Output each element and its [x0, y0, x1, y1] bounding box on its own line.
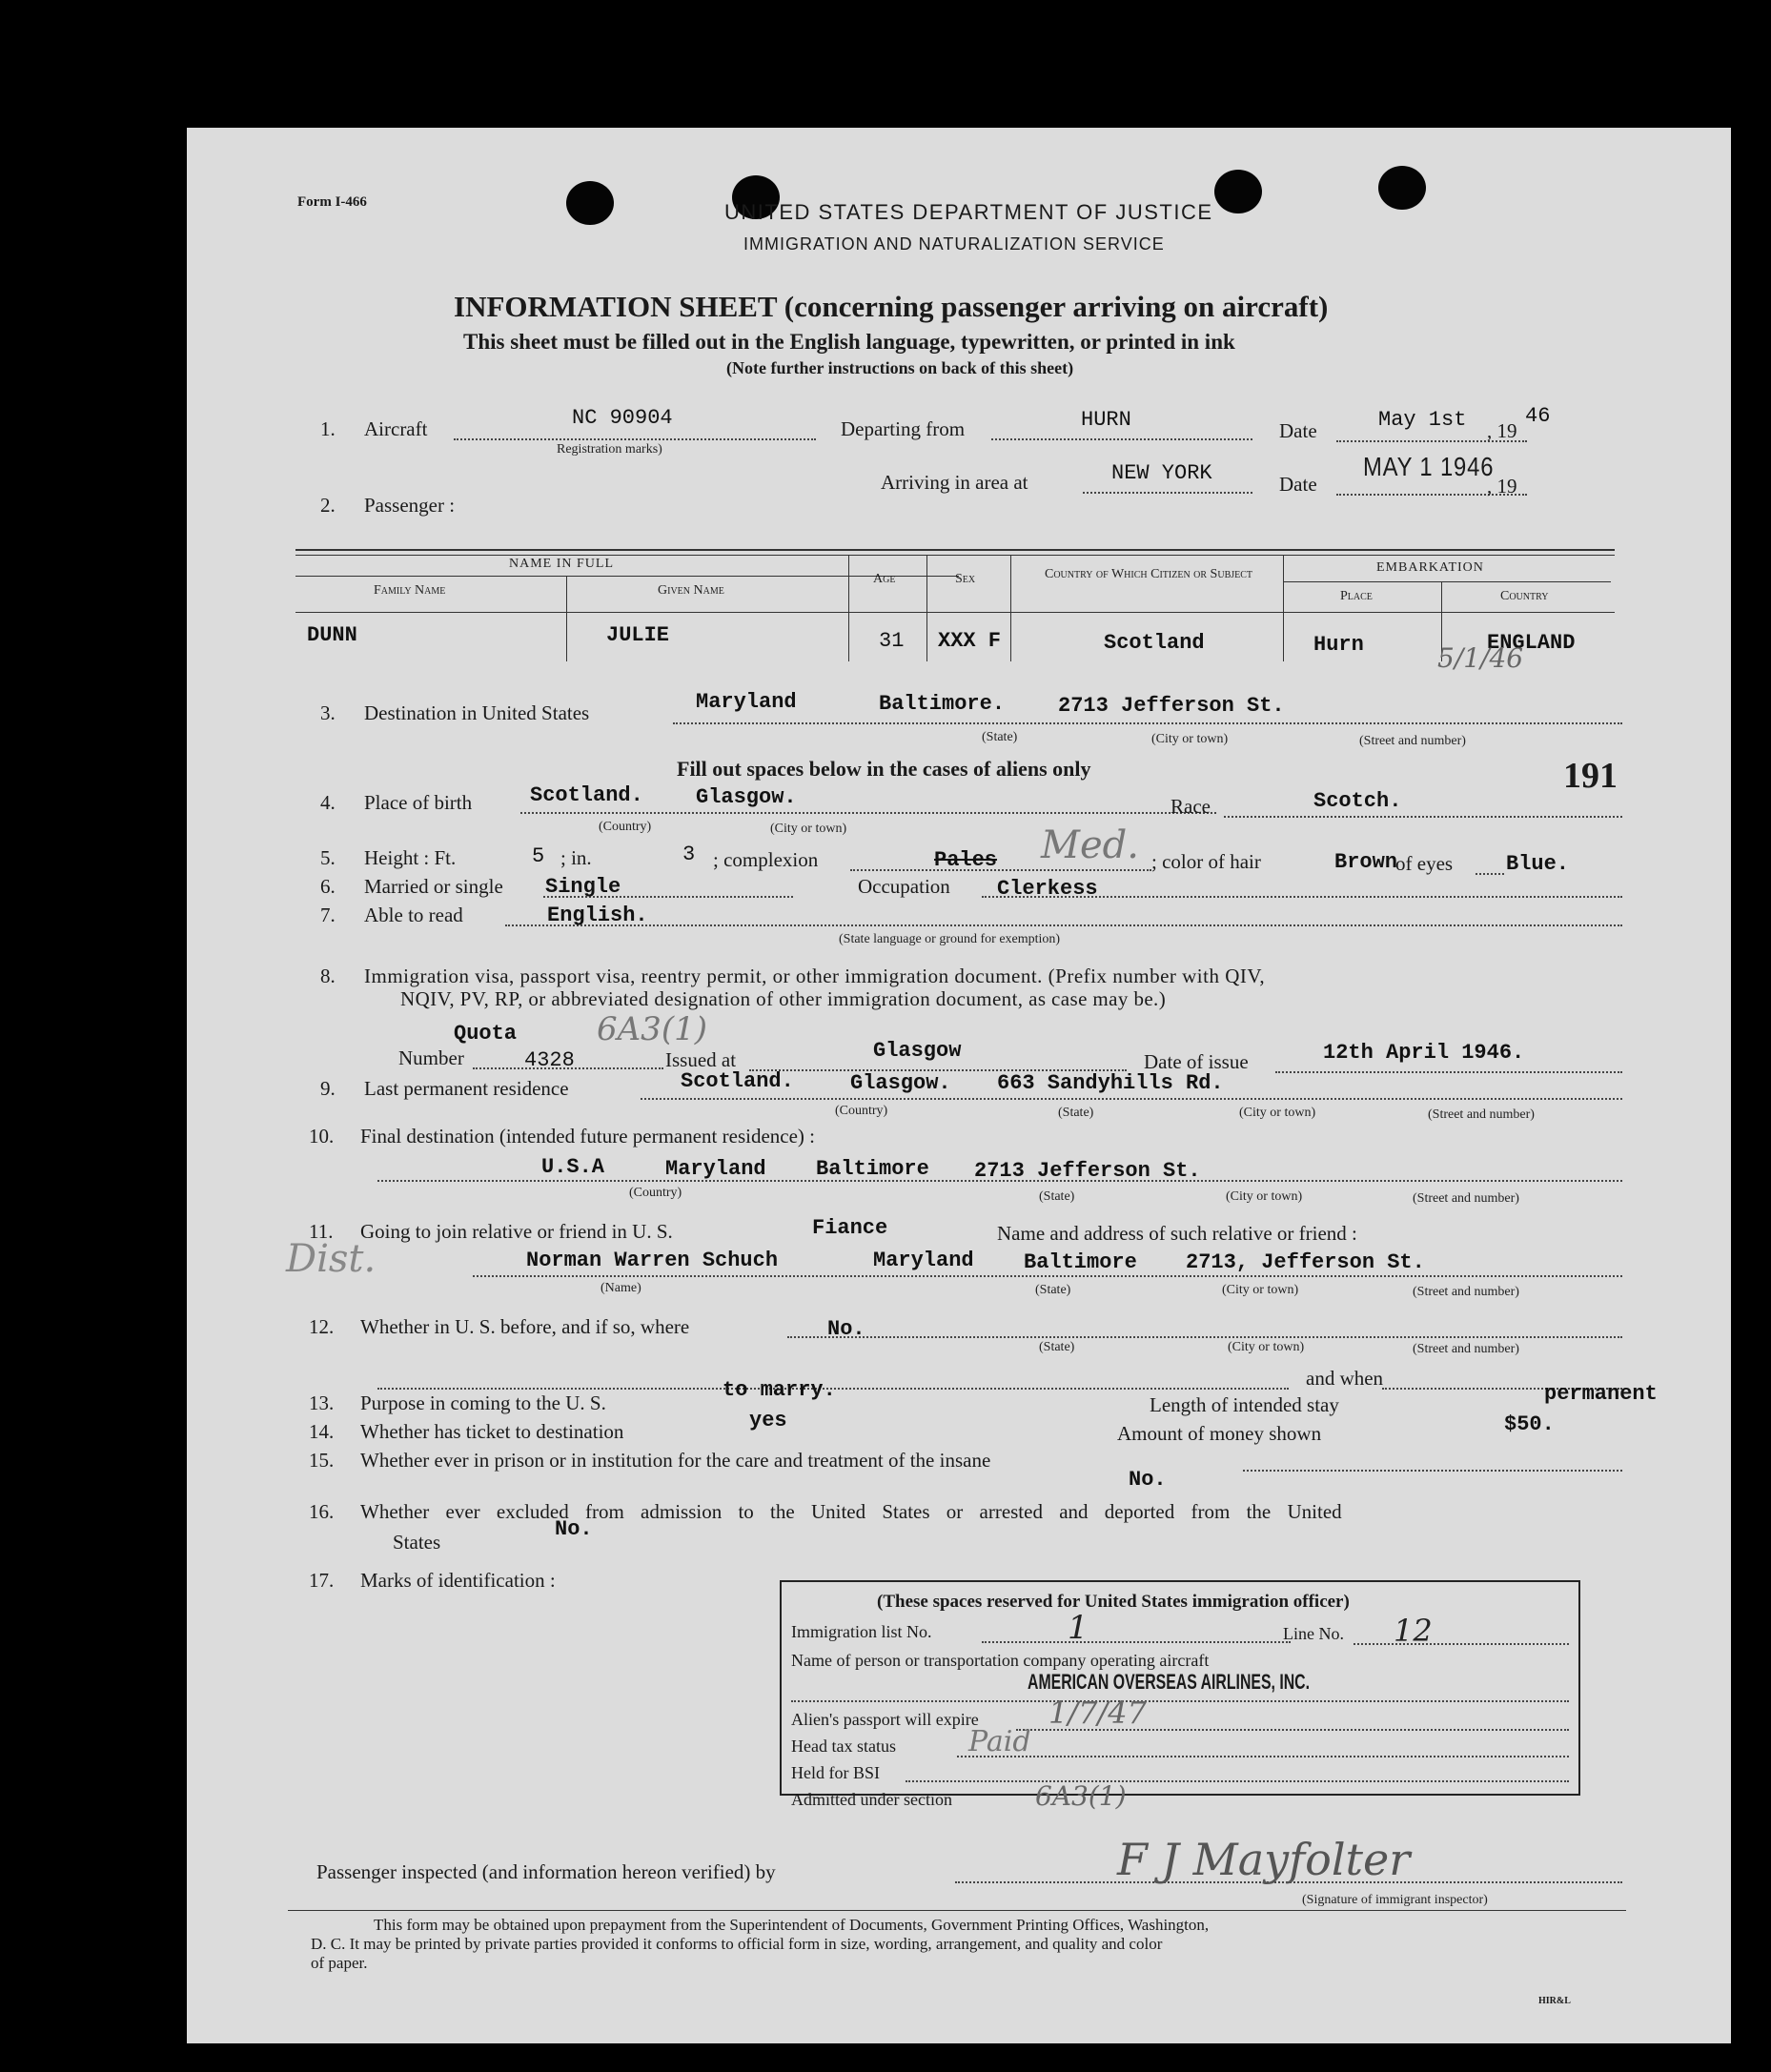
- embarkation-header: EMBARKATION: [1376, 560, 1484, 575]
- birth-city: Glasgow.: [696, 785, 797, 809]
- service-heading: IMMIGRATION AND NATURALIZATION SERVICE: [743, 234, 1165, 254]
- item-number: 9.: [320, 1077, 336, 1100]
- destination-street: 2713 Jefferson St.: [1058, 694, 1285, 718]
- table-rule: [295, 612, 1615, 613]
- age-value: 31: [879, 629, 905, 653]
- table-rule: [926, 555, 927, 661]
- signature-caption: (Signature of immigrant inspector): [1302, 1893, 1488, 1907]
- state-caption: (State): [1035, 1283, 1071, 1297]
- fill-line: [906, 1780, 1569, 1782]
- fill-line: [791, 1700, 1569, 1702]
- hair-label: ; color of hair: [1151, 850, 1261, 873]
- money-value: $50.: [1504, 1412, 1555, 1436]
- arrival-date-stamp: MAY 1 1946: [1363, 452, 1495, 481]
- item-number: 6.: [320, 875, 336, 898]
- embark-date-note: 5/1/46: [1437, 642, 1524, 674]
- country-caption: (Country): [629, 1186, 682, 1200]
- stamp-number: 191: [1563, 756, 1618, 796]
- fill-line: [1275, 1071, 1622, 1073]
- item-number: 13.: [309, 1391, 335, 1414]
- footer-line-2: D. C. It may be printed by private parties provided it conforms to official form in size, wording, arrangement, and quality and color: [311, 1935, 1163, 1953]
- fill-line: [991, 438, 1252, 440]
- head-tax-label: Head tax status: [791, 1737, 896, 1756]
- item-number: 10.: [309, 1125, 335, 1148]
- eyes-label: of eyes: [1395, 852, 1454, 875]
- stay-label: Length of intended stay: [1150, 1393, 1339, 1416]
- printer-mark: HIR&L: [1538, 1996, 1571, 2006]
- fill-line: [1224, 816, 1622, 818]
- street-caption: (Street and number): [1413, 1285, 1519, 1299]
- money-label: Amount of money shown: [1117, 1422, 1322, 1445]
- item-number: 5.: [320, 846, 336, 869]
- country-caption: (Country): [599, 820, 652, 834]
- list-label: Immigration list No.: [791, 1622, 932, 1641]
- complexion-handwritten: Med.: [1041, 823, 1139, 867]
- excluded-value: No.: [555, 1517, 593, 1541]
- table-rule: [848, 555, 849, 661]
- name-address-label: Name and address of such relative or friend :: [997, 1222, 1357, 1245]
- form-sheet: [187, 128, 1731, 2043]
- inspector-signature: F J Mayfolter: [1117, 1834, 1411, 1885]
- destination-label: Destination in United States: [364, 701, 590, 724]
- fill-line: [957, 1756, 1569, 1757]
- visa-number: 4328: [524, 1048, 575, 1072]
- relative-street: 2713, Jefferson St.: [1186, 1250, 1425, 1274]
- punch-hole: [566, 181, 614, 225]
- marks-label: Marks of identification :: [360, 1569, 556, 1592]
- fill-line: [1083, 492, 1252, 494]
- complexion-label: ; complexion: [713, 848, 819, 871]
- punch-hole: [1378, 166, 1426, 210]
- table-rule: [295, 555, 1615, 556]
- table-rule: [566, 576, 567, 661]
- state-caption: (State): [1039, 1340, 1075, 1354]
- purpose-label: Purpose in coming to the U. S.: [360, 1391, 606, 1414]
- item-number: 11.: [309, 1220, 334, 1243]
- name-caption: (Name): [601, 1281, 641, 1295]
- visa-instructions-2: NQIV, PV, RP, or abbreviated designation of other immigration document, as case may be.): [400, 987, 1167, 1010]
- height-ft: 5: [532, 844, 545, 868]
- footer-rule: [288, 1910, 1626, 1911]
- fill-line: [1243, 1470, 1622, 1472]
- officer-box-title: (These spaces reserved for United States immigration officer): [877, 1592, 1350, 1612]
- read-value: English.: [547, 904, 648, 927]
- item-number: 17.: [309, 1569, 335, 1592]
- family-name-header: Family Name: [374, 583, 446, 598]
- fill-line: [673, 722, 1622, 724]
- bsi-label: Held for BSI: [791, 1763, 880, 1782]
- family-name-value: DUNN: [307, 623, 357, 647]
- item-number: 1.: [320, 417, 336, 440]
- language-caption: (State language or ground for exemption): [839, 932, 1061, 946]
- previous-visit-label: Whether in U. S. before, and if so, where: [360, 1315, 690, 1338]
- date-year-prefix: , 19: [1487, 419, 1517, 442]
- officer-box: [780, 1580, 1580, 1796]
- residence-label: Last permanent residence: [364, 1077, 569, 1100]
- relative-name: Norman Warren Schuch: [526, 1249, 779, 1272]
- when-label: and when: [1306, 1367, 1384, 1390]
- height-label: Height : Ft.: [364, 846, 457, 869]
- citizen-value: Scotland: [1104, 631, 1205, 655]
- form-title: INFORMATION SHEET (concerning passenger arriving on aircraft): [454, 290, 1329, 323]
- visa-hand-code: 6A3(1): [597, 1010, 707, 1048]
- item-number: 3.: [320, 701, 336, 724]
- issue-date-label: Date of issue: [1144, 1050, 1249, 1073]
- residence-street: 663 Sandyhills Rd.: [997, 1071, 1224, 1095]
- item-number: 16.: [309, 1500, 335, 1523]
- join-label: Going to join relative or friend in U. S.: [360, 1220, 673, 1243]
- aliens-only-note: Fill out spaces below in the cases of aliens only: [677, 757, 1091, 781]
- item-number: 4.: [320, 791, 336, 814]
- city-caption: (City or town): [1226, 1189, 1303, 1204]
- department-heading: UNITED STATES DEPARTMENT OF JUSTICE: [724, 200, 1213, 224]
- given-name-header: Given Name: [658, 583, 724, 598]
- relative-city: Baltimore: [1024, 1250, 1137, 1274]
- fill-line: [1354, 1643, 1569, 1645]
- table-rule: [1283, 581, 1611, 582]
- join-relation: Fiance: [812, 1216, 888, 1240]
- form-subtitle: This sheet must be filled out in the English language, typewritten, or printed in ink: [463, 330, 1235, 354]
- inches-label: ; in.: [560, 846, 592, 869]
- departing-label: Departing from: [841, 417, 966, 440]
- issued-label: Issued at: [665, 1048, 737, 1071]
- street-caption: (Street and number): [1413, 1191, 1519, 1206]
- dist-hand-note: Dist.: [286, 1237, 377, 1281]
- previous-visit-value: No.: [827, 1317, 865, 1341]
- item-number: 8.: [320, 965, 336, 987]
- footer-line-3: of paper.: [311, 1954, 368, 1972]
- line-value: 12: [1394, 1613, 1433, 1649]
- fill-line: [1016, 1729, 1569, 1731]
- street-caption: (Street and number): [1359, 734, 1466, 748]
- list-value: 1: [1068, 1609, 1089, 1647]
- birth-label: Place of birth: [364, 791, 473, 814]
- state-caption: (State): [982, 730, 1018, 744]
- visa-instructions-1: Immigration visa, passport visa, reentry permit, or other immigration document. (Prefix number with QIV,: [364, 965, 1266, 987]
- eyes-value: Blue.: [1506, 852, 1570, 876]
- form-number: Form I-466: [297, 194, 367, 210]
- city-caption: (City or town): [1228, 1340, 1305, 1354]
- street-caption: (Street and number): [1413, 1342, 1519, 1356]
- state-caption: (State): [1058, 1106, 1094, 1120]
- table-rule: [295, 549, 1615, 551]
- city-caption: (City or town): [770, 822, 847, 836]
- date2-year-prefix: , 19: [1487, 475, 1517, 498]
- item-number: 14.: [309, 1420, 335, 1443]
- fill-line: [1476, 873, 1504, 875]
- item-number: 7.: [320, 904, 336, 926]
- date2-label: Date: [1279, 473, 1317, 496]
- registration-caption: Registration marks): [557, 442, 662, 457]
- complexion-struck: Pales: [934, 848, 998, 872]
- prison-value: No.: [1129, 1468, 1167, 1492]
- city-caption: (City or town): [1222, 1283, 1299, 1297]
- fill-line: [850, 869, 1151, 871]
- embark-country-value: ENGLAND: [1487, 631, 1576, 655]
- footer-line-1: This form may be obtained upon prepayment from the Superintendent of Documents, Government Printing Offices, Washington,: [374, 1916, 1210, 1934]
- date-year: 46: [1525, 404, 1551, 428]
- country-caption: (Country): [835, 1104, 888, 1118]
- occupation-label: Occupation: [858, 875, 950, 898]
- residence-country: Scotland.: [681, 1069, 794, 1093]
- operator-label: Name of person or transportation company operating aircraft: [791, 1651, 1210, 1670]
- age-header: Age: [873, 572, 896, 586]
- sex-value: XXX F: [938, 629, 1002, 653]
- inspected-label: Passenger inspected (and information hereon verified) by: [316, 1860, 776, 1883]
- aircraft-value: NC 90904: [572, 406, 673, 430]
- item-number: 15.: [309, 1449, 335, 1472]
- fill-line: [982, 1641, 1291, 1643]
- section-value: 6A3(1): [1035, 1780, 1127, 1812]
- date-label: Date: [1279, 419, 1317, 442]
- state-caption: (State): [1039, 1189, 1075, 1204]
- head-tax-value: Paid: [968, 1725, 1031, 1758]
- ticket-label: Whether has ticket to destination: [360, 1420, 624, 1443]
- city-caption: (City or town): [1239, 1106, 1316, 1120]
- table-rule: [1283, 555, 1284, 661]
- arriving-value: NEW YORK: [1111, 461, 1212, 485]
- final-destination-label: Final destination (intended future permanent residence) :: [360, 1125, 816, 1148]
- birth-country: Scotland.: [530, 783, 643, 807]
- final-city: Baltimore: [816, 1157, 929, 1181]
- citizen-country-header: Country of Which Citizen or Subject: [1044, 567, 1253, 581]
- item-number: 12.: [309, 1315, 335, 1338]
- embark-place-value: Hurn: [1313, 633, 1364, 657]
- section-label: Admitted under section: [791, 1790, 952, 1809]
- punch-hole: [1214, 170, 1262, 213]
- place-header: Place: [1340, 589, 1373, 603]
- excluded-label: Whether ever excluded from admission to the United States or arrested and deported from the United: [360, 1500, 1342, 1523]
- stay-value: permanent: [1544, 1382, 1658, 1406]
- read-label: Able to read: [364, 904, 463, 926]
- race-value: Scotch.: [1313, 789, 1402, 813]
- destination-state: Maryland: [696, 690, 797, 714]
- prison-label: Whether ever in prison or in institution for the care and treatment of the insane: [360, 1449, 991, 1472]
- issued-value: Glasgow: [873, 1039, 962, 1063]
- married-value: Single: [545, 875, 621, 899]
- fill-line: [520, 812, 1216, 814]
- arriving-label: Arriving in area at: [881, 471, 1028, 494]
- table-rule: [1010, 555, 1011, 661]
- purpose-value: to marry.: [723, 1378, 836, 1402]
- form-note: (Note further instructions on back of this sheet): [726, 358, 1074, 377]
- number-label: Number: [398, 1046, 464, 1069]
- passport-label: Alien's passport will expire: [791, 1710, 979, 1729]
- item-number: 2.: [320, 494, 336, 517]
- ticket-value: yes: [749, 1409, 787, 1432]
- fill-line: [505, 924, 1622, 926]
- line-label: Line No.: [1283, 1624, 1344, 1643]
- city-caption: (City or town): [1151, 732, 1229, 746]
- fill-line: [787, 1336, 1622, 1338]
- residence-state: Glasgow.: [850, 1071, 951, 1095]
- quota-label: Quota: [454, 1022, 518, 1046]
- fill-line: [454, 438, 816, 440]
- final-state: Maryland: [665, 1157, 766, 1181]
- airline-stamp: AMERICAN OVERSEAS AIRLINES, INC.: [1028, 1670, 1311, 1694]
- final-country: U.S.A: [541, 1155, 605, 1179]
- fill-line: [641, 1098, 1622, 1100]
- hair-value: Brown: [1334, 850, 1398, 874]
- passenger-label: Passenger :: [364, 494, 456, 517]
- departing-value: HURN: [1081, 408, 1131, 432]
- passport-value: 1/7/47: [1048, 1695, 1147, 1731]
- sex-header: Sex: [955, 572, 976, 586]
- table-rule: [295, 576, 959, 577]
- final-street: 2713 Jefferson St.: [974, 1159, 1201, 1183]
- street-caption: (Street and number): [1428, 1107, 1535, 1122]
- fill-line: [473, 1275, 1622, 1277]
- married-label: Married or single: [364, 875, 503, 898]
- date-value: May 1st: [1378, 408, 1467, 432]
- destination-city: Baltimore.: [879, 692, 1006, 716]
- given-name-value: JULIE: [606, 623, 670, 647]
- issue-date-value: 12th April 1946.: [1323, 1041, 1525, 1065]
- aircraft-label: Aircraft: [364, 417, 428, 440]
- height-inches: 3: [682, 843, 696, 866]
- occupation-value: Clerkess: [997, 877, 1098, 901]
- excluded-label-cont: States: [393, 1531, 441, 1554]
- country-header: Country: [1500, 589, 1549, 603]
- race-label: Race: [1170, 795, 1211, 818]
- name-in-full-header: NAME IN FULL: [509, 557, 614, 571]
- relative-state: Maryland: [873, 1249, 974, 1272]
